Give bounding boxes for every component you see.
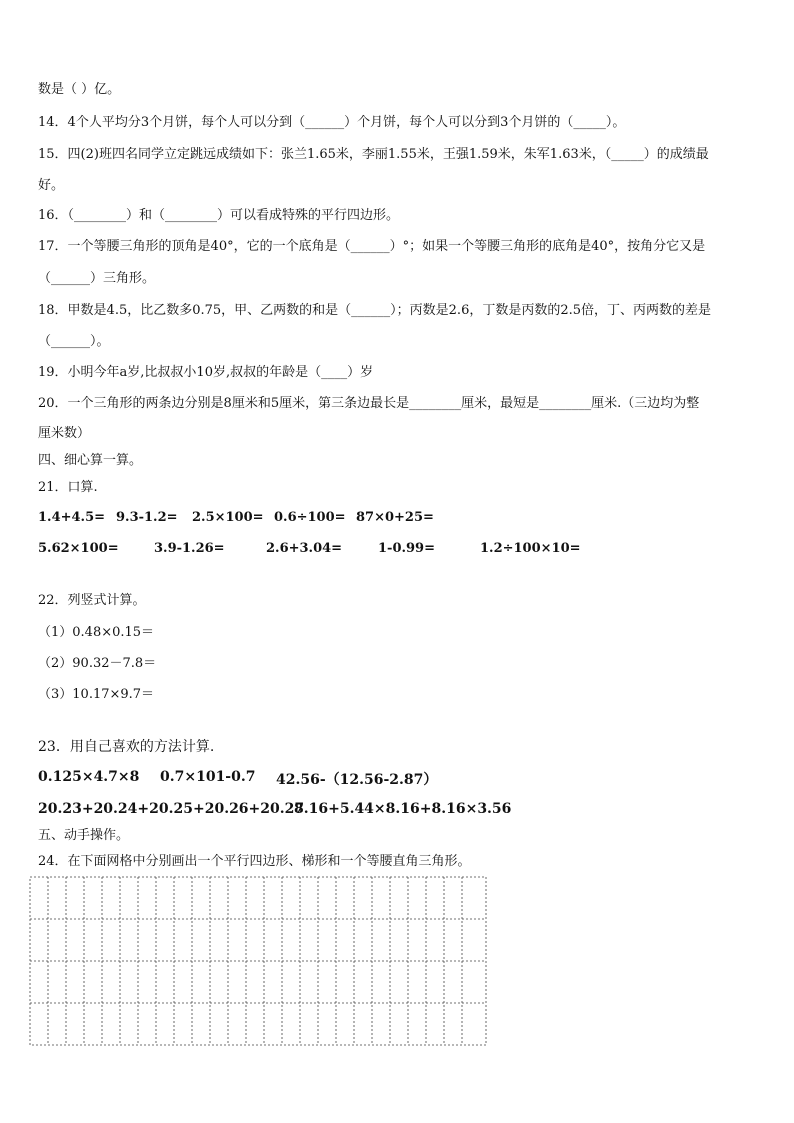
oral-item: 1.4+4.5= bbox=[38, 510, 106, 525]
question-22-part-3: （3）10.17×9.7＝ bbox=[38, 687, 155, 702]
question-23: 23．用自己喜欢的方法计算. bbox=[38, 739, 215, 755]
drawing-grid[interactable] bbox=[29, 876, 489, 1048]
question-19: 19．小明今年a岁,比叔叔小10岁,叔叔的年龄是（____）岁 bbox=[38, 365, 374, 380]
oral-item: 5.62×100= bbox=[38, 541, 119, 556]
calc-item: 0.125×4.7×8 bbox=[38, 769, 140, 785]
question-22-part-1: （1）0.48×0.15＝ bbox=[38, 625, 155, 640]
question-18-line2: （______）。 bbox=[38, 334, 110, 349]
question-24: 24．在下面网格中分别画出一个平行四边形、梯形和一个等腰直角三角形。 bbox=[38, 854, 471, 869]
question-17-line2: （______）三角形。 bbox=[38, 271, 156, 286]
question-20-line2: 厘米数） bbox=[38, 426, 91, 441]
question-20-line1: 20．一个三角形的两条边分别是8厘米和5厘米，第三条边最长是________厘米，最短是________厘米.（三边均为整 bbox=[38, 396, 700, 411]
section-5-heading: 五、动手操作。 bbox=[38, 828, 130, 843]
question-14: 14．4个人平均分3个月饼，每个人可以分到（______）个月饼，每个人可以分到3个月饼的（_____）。 bbox=[38, 115, 626, 130]
oral-item: 2.6+3.04= bbox=[266, 541, 343, 556]
question-17-line1: 17．一个等腰三角形的顶角是40°，它的一个底角是（______）°；如果一个等腰三角形的底角是40°，按角分它又是 bbox=[38, 239, 706, 254]
question-18-line1: 18．甲数是4.5，比乙数多0.75，甲、乙两数的和是（______）；丙数是2.6，丁数是丙数的2.5倍，丁、丙两数的差是 bbox=[38, 303, 712, 318]
question-22: 22．列竖式计算。 bbox=[38, 593, 146, 608]
calc-item: 0.7×101-0.7 bbox=[160, 769, 256, 785]
oral-item: 0.6÷100= bbox=[274, 510, 346, 525]
oral-item: 1-0.99= bbox=[378, 541, 435, 556]
oral-item: 2.5×100= bbox=[192, 510, 264, 525]
calc-item: 8.16+5.44×8.16+8.16×3.56 bbox=[294, 801, 512, 817]
oral-item: 3.9-1.26= bbox=[154, 541, 225, 556]
section-4-heading: 四、细心算一算。 bbox=[38, 453, 143, 468]
calc-item: 42.56-（12.56-2.87） bbox=[276, 772, 438, 788]
question-13-tail: 数是（ ）亿。 bbox=[38, 82, 121, 97]
question-22-part-2: （2）90.32－7.8＝ bbox=[38, 656, 157, 671]
calc-item: 20.23+20.24+20.25+20.26+20.27 bbox=[38, 801, 305, 817]
oral-item: 1.2÷100×10= bbox=[480, 541, 581, 556]
question-15-line1: 15．四(2)班四名同学立定跳远成绩如下：张兰1.65米，李丽1.55米，王强1.59米，朱军1.63米，（_____）的成绩最 bbox=[38, 147, 709, 162]
question-21: 21．口算. bbox=[38, 480, 98, 495]
oral-item: 87×0+25= bbox=[356, 510, 434, 525]
question-15-line2: 好。 bbox=[38, 178, 65, 193]
oral-item: 9.3-1.2= bbox=[116, 510, 178, 525]
question-16: 16．（________）和（________）可以看成特殊的平行四边形。 bbox=[38, 208, 400, 223]
